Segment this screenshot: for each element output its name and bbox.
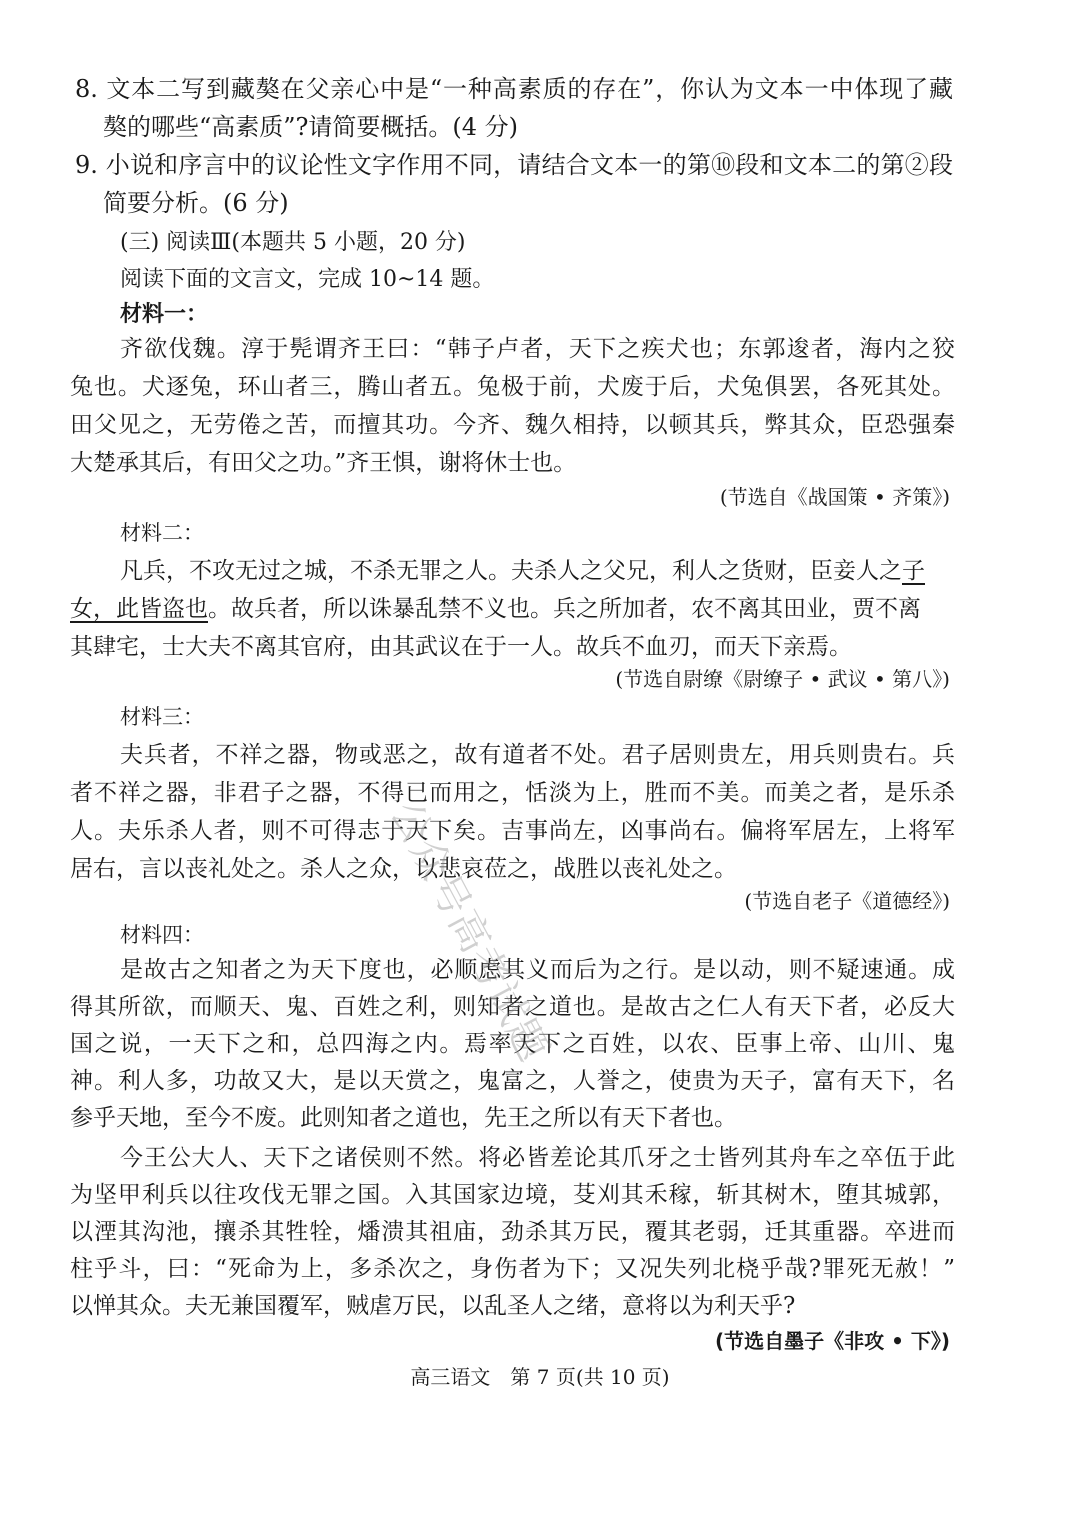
material-4-line: 柱乎斗，曰：“死命为上，多杀次之，身伤者为下；又况失列北桡乎哉?罪死无赦！”	[70, 1256, 955, 1282]
material-4-line: 为坚甲利兵以往攻伐无罪之国。入其国家边境，芟刈其禾稼，斩其树木，堕其城郭，	[70, 1182, 955, 1208]
material-3-line: 者不祥之器，非君子之器，不得已而用之，恬淡为上，胜而不美。而美之者，是乐杀	[70, 780, 955, 806]
section-instruction: 阅读下面的文言文，完成 10~14 题。	[120, 267, 495, 292]
material-4-line: 以惮其众。夫无兼国覆军，贼虐万民，以乱圣人之绪，意将以为利天乎?	[70, 1293, 796, 1319]
material-2-line-3: 其肆宅，士大夫不离其官府，由其武议在于一人。故兵不血刃，而天下亲焉。	[70, 634, 852, 660]
material-1-label: 材料一：	[120, 302, 209, 327]
material-2-source: (节选自尉缭《尉缭子 • 武议 • 第八》)	[615, 667, 950, 691]
material-2-text: 。故兵者，所以诛暴乱禁不义也。兵之所加者，农不离其田业，贾不离	[208, 596, 921, 622]
material-1-line: 大楚承其后，有田父之功。”齐王惧，谢将休士也。	[70, 450, 577, 476]
material-1-line: 田父见之，无劳倦之苦，而擅其功。今齐、魏久相持，以顿其兵，弊其众，臣恐强秦	[70, 412, 955, 438]
material-4-line: 今王公大人、天下之诸侯则不然。将必皆差论其爪牙之士皆列其舟车之卒伍于此	[120, 1145, 955, 1171]
material-4-source: (节选自墨子《非攻 • 下》)	[715, 1329, 950, 1353]
section-heading: (三) 阅读Ⅲ(本题共 5 小题，20 分)	[120, 230, 466, 255]
watermark: 公众号高考试题	[381, 794, 557, 1070]
material-2-text: 凡兵，不攻无过之城，不杀无罪之人。夫杀人之父兄，利人之货财，臣妾人之	[120, 558, 902, 584]
material-4-line: 参乎天地，至今不废。此则知者之道也，先王之所以有天下者也。	[70, 1105, 737, 1131]
material-3-source: (节选自老子《道德经》)	[744, 889, 950, 913]
material-4-line: 以湮其沟池，攘杀其牲牷，燔溃其祖庙，劲杀其万民，覆其老弱，迁其重器。卒进而	[70, 1219, 955, 1245]
page-footer: 高三语文 第 7 页(共 10 页)	[410, 1365, 670, 1389]
material-4-line: 神。利人多，功故又大，是以天赏之，鬼富之，人誉之，使贵为天子，富有天下，名	[70, 1068, 955, 1094]
question-8-line-2: 獒的哪些“高素质”?请简要概括。(4 分)	[103, 113, 519, 141]
material-4-line: 是故古之知者之为天下度也，必顺虑其义而后为之行。是以动，则不疑速通。成	[120, 957, 955, 983]
material-2-underlined-text: 女，此皆盗也	[70, 596, 208, 622]
material-4-line: 得其所欲，而顺天、鬼、百姓之利，则知者之道也。是故古之仁人有天下者，必反大	[70, 994, 955, 1020]
material-3-label: 材料三：	[120, 705, 204, 729]
material-1-source: (节选自《战国策 • 齐策》)	[719, 485, 950, 509]
material-2-line-1	[120, 556, 955, 586]
material-2-label: 材料二：	[120, 521, 204, 545]
question-9-line-2: 简要分析。(6 分)	[103, 189, 289, 217]
material-4-line: 国之说，一天下之和，总四海之内。焉率天下之百姓，以农、臣事上帝、山川、鬼	[70, 1031, 955, 1057]
material-3-line: 人。夫乐杀人者，则不可得志于天下矣。吉事尚左，凶事尚右。偏将军居左，上将军	[70, 818, 955, 844]
material-2-line-2	[70, 594, 921, 624]
material-1-line: 齐欲伐魏。淳于髡谓齐王曰：“韩子卢者，天下之疾犬也；东郭逡者，海内之狡	[120, 336, 955, 362]
material-1-line: 兔也。犬逐兔，环山者三，腾山者五。兔极于前，犬废于后，犬兔俱罢，各死其处。	[70, 374, 955, 400]
material-3-line: 居右，言以丧礼处之。杀人之众，以悲哀莅之，战胜以丧礼处之。	[70, 856, 737, 882]
material-2-underlined-text: 子	[902, 558, 925, 584]
material-3-line: 夫兵者，不祥之器，物或恶之，故有道者不处。君子居则贵左，用兵则贵右。兵	[120, 742, 955, 768]
question-8-line-1: 8. 文本二写到藏獒在父亲心中是“一种高素质的存在”，你认为文本一中体现了藏	[75, 75, 953, 103]
material-4-label: 材料四：	[120, 923, 204, 947]
question-9-line-1: 9. 小说和序言中的议论性文字作用不同，请结合文本一的第⑩段和文本二的第②段	[75, 151, 953, 179]
